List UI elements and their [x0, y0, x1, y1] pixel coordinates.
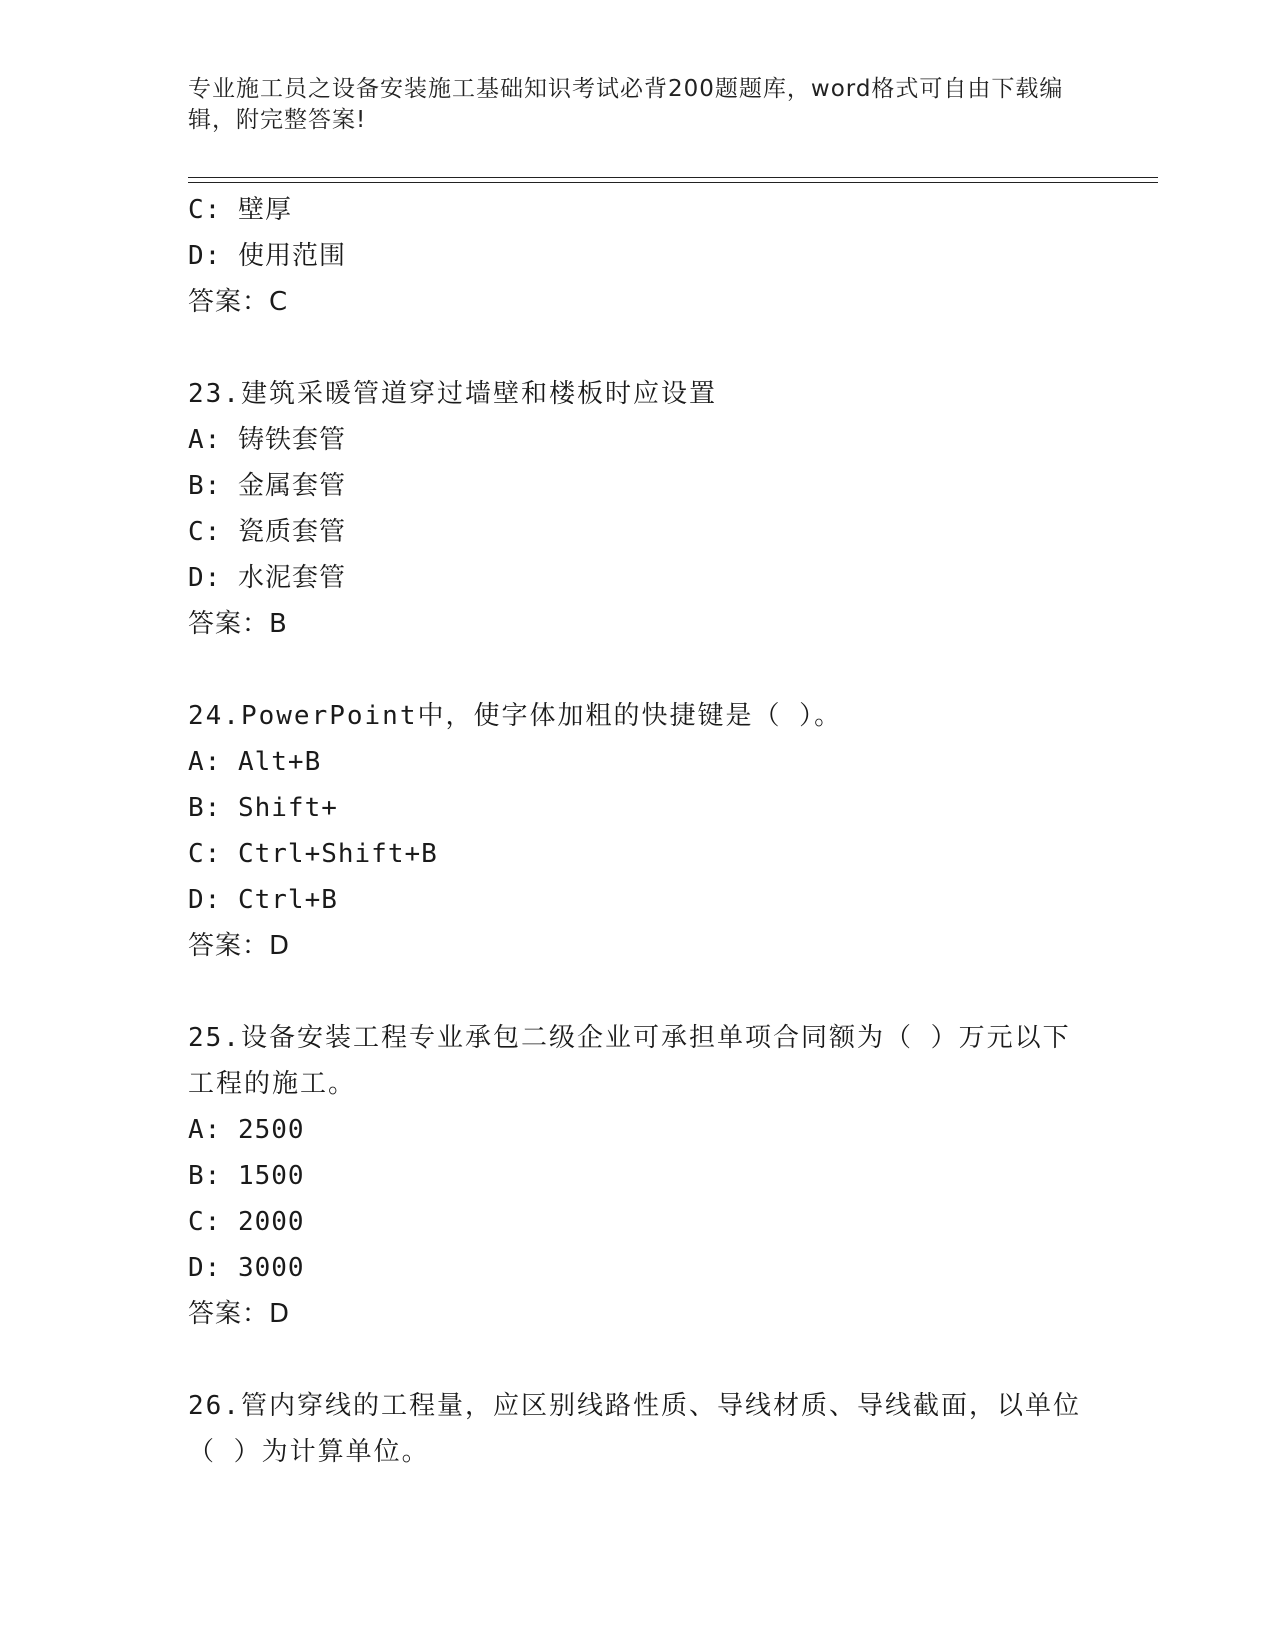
- answer: 答案：D: [188, 1299, 291, 1329]
- option-c: C: 壁厚: [188, 195, 292, 225]
- option-d: D: 水泥套管: [188, 563, 346, 593]
- spacer: [188, 647, 1088, 693]
- question-stem: 24.PowerPoint中，使字体加粗的快捷键是（ ）。: [188, 701, 843, 731]
- option-c: C: 2000: [188, 1207, 305, 1237]
- option-a: A: 铸铁套管: [188, 425, 346, 455]
- option-d: D: 3000: [188, 1253, 305, 1283]
- option-a: A: Alt+B: [188, 747, 322, 777]
- question-25: [188, 1015, 1088, 1337]
- spacer: [188, 969, 1088, 1015]
- question-23: [188, 371, 1088, 647]
- option-c: C: 瓷质套管: [188, 517, 346, 547]
- option-a: A: 2500: [188, 1115, 305, 1145]
- question-26: [188, 1383, 1088, 1475]
- question-stem: 26.管内穿线的工程量，应区别线路性质、导线材质、导线截面，以单位（ ）为计算单位。: [188, 1391, 1081, 1467]
- question-22-tail: [188, 187, 1088, 325]
- option-b: B: 金属套管: [188, 471, 346, 501]
- option-c: C: Ctrl+Shift+B: [188, 839, 438, 869]
- answer: 答案：B: [188, 609, 288, 639]
- answer: 答案：D: [188, 931, 291, 961]
- question-stem: 25.设备安装工程专业承包二级企业可承担单项合同额为（ ）万元以下工程的施工。: [188, 1023, 1071, 1099]
- header-rule-top: [188, 177, 1158, 178]
- spacer: [188, 1337, 1088, 1383]
- question-list: [188, 187, 1088, 1475]
- option-d: D: Ctrl+B: [188, 885, 338, 915]
- spacer: [188, 325, 1088, 371]
- question-24: [188, 693, 1088, 969]
- answer: 答案：C: [188, 287, 289, 317]
- option-d: D: 使用范围: [188, 241, 346, 271]
- option-b: B: Shift+: [188, 793, 338, 823]
- question-stem: 23.建筑采暖管道穿过墙壁和楼板时应设置: [188, 379, 717, 409]
- document-header: 专业施工员之设备安装施工基础知识考试必背200题题库，word格式可自由下载编辑，附完整答案!: [188, 76, 1064, 133]
- option-b: B: 1500: [188, 1161, 305, 1191]
- header-rule-bottom: [188, 182, 1158, 183]
